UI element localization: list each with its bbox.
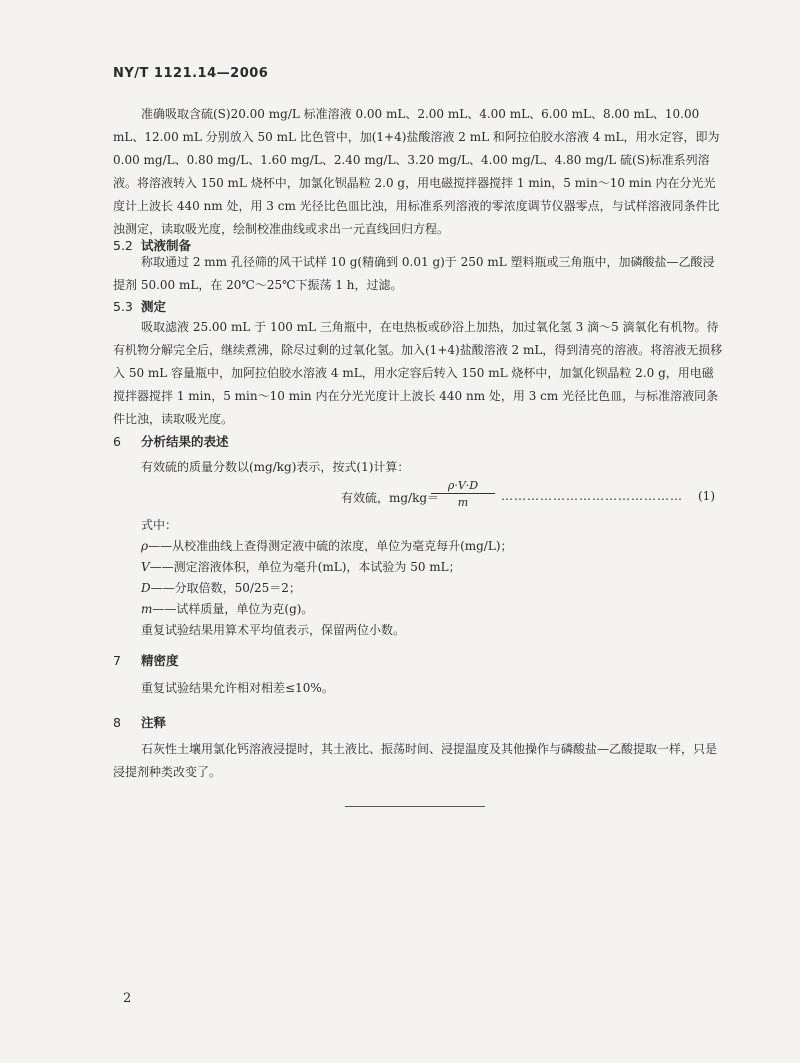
section-7-text: 重复试验结果允许相对相差≤10%。 <box>141 681 334 695</box>
section-5-3-heading <box>113 297 166 315</box>
section-8-body <box>113 738 725 784</box>
section-number: 5.2 <box>113 238 133 253</box>
section-5-2-body <box>113 251 725 297</box>
definition-v <box>141 557 513 578</box>
formula-leader-dots: …………………………………… <box>501 489 683 503</box>
definition-text: ——试样质量，单位为克(g)。 <box>152 602 314 616</box>
section-6-intro-text: 有效硫的质量分数以(mg/kg)表示，按式(1)计算： <box>141 460 410 474</box>
section-title: 注释 <box>141 715 167 730</box>
formula-fraction <box>431 479 495 509</box>
definition-m <box>141 599 513 620</box>
end-rule <box>345 806 485 807</box>
page-number: 2 <box>123 991 132 1006</box>
formula-denominator: m <box>457 496 469 509</box>
definition-rho <box>141 536 513 557</box>
formula-number: (1) <box>698 489 715 503</box>
section-8-text: 石灰性土壤用氯化钙溶液浸提时，其土液比、振荡时间、浸提温度及其他操作与磷酸盐—乙酸提取一样，只是浸提剂种类改变了。 <box>113 742 718 779</box>
definition-text: ——从校准曲线上查得测定液中硫的浓度，单位为毫克每升(mg/L)； <box>148 539 513 553</box>
calibration-paragraph-text: 准确吸取含硫(S)20.00 mg/L 标准溶液 0.00 mL、2.00 mL、4.00 mL、6.00 mL、8.00 mL、10.00 mL、12.00 mL 分别放入 50 mL 比色管中，加(1+4)盐酸溶液 2 mL 和阿拉伯胶水溶液 4 mL，用水定容，即为 0.00 mg/L、0.80 mg/L、1.60 mg/L、2.40 mg/L、3.20 mg/L、4.00 mg/L、4.80 mg/L 硫(S)标准系列溶液。将溶液转入 150 mL 烧杯中，加氯化钡晶粒 2.0 g，用电磁搅拌器搅拌 1 min，5 min～10 min 内在分光光度计上波长 440 nm 处，用 3 cm 光径比色皿比浊，用标准系列溶液的零浓度调节仪器零点，与试样溶液同条件比浊测定，读取吸光度，绘制校准曲线或求出一元直线回归方程。 <box>113 107 720 236</box>
section-number: 5.3 <box>113 299 133 314</box>
formula-lhs: 有效硫，mg/kg＝ <box>341 491 440 505</box>
section-6-intro <box>113 456 725 479</box>
definition-symbol: m <box>141 602 153 616</box>
section-6-heading <box>113 432 229 450</box>
formula-numerator: ρ·V·D <box>431 479 495 494</box>
section-7-body <box>113 677 725 700</box>
section-number: 7 <box>113 653 121 668</box>
section-title: 试液制备 <box>141 238 192 253</box>
definition-text: ——分取倍数，50/25＝2； <box>150 581 301 595</box>
section-number: 6 <box>113 434 121 449</box>
section-number: 8 <box>113 715 121 730</box>
calibration-paragraph <box>113 103 725 241</box>
section-title: 精密度 <box>141 653 179 668</box>
section-8-heading <box>113 713 166 731</box>
definition-text: ——测定溶液体积，单位为毫升(mL)，本试验为 50 mL； <box>149 560 461 574</box>
standard-code-header: NY/T 1121.14—2006 <box>113 66 269 81</box>
definition-d <box>141 578 513 599</box>
where-label: 式中： <box>141 518 178 532</box>
section-title: 分析结果的表述 <box>141 434 229 449</box>
rounding-note: 重复试验结果用算术平均值表示，保留两位小数。 <box>141 623 406 637</box>
definition-symbol: V <box>141 560 150 574</box>
symbol-definitions <box>141 515 513 641</box>
section-7-heading <box>113 651 179 669</box>
section-5-2-text: 称取通过 2 mm 孔径筛的风干试样 10 g(精确到 0.01 g)于 250 mL 塑料瓶或三角瓶中，加磷酸盐—乙酸浸提剂 50.00 mL，在 20℃～25℃下振荡 1 h，过滤。 <box>113 255 715 292</box>
section-5-3-text: 吸取滤液 25.00 mL 于 100 mL 三角瓶中，在电热板或砂浴上加热，加过氧化氢 3 滴～5 滴氧化有机物。待有机物分解完全后，继续煮沸，除尽过剩的过氧化氢。加入(1+4)盐酸溶液 2 mL，得到清亮的溶液。将溶液无损移入 50 mL 容量瓶中，加阿拉伯胶水溶液 4 mL，用水定容后转入 150 mL 烧杯中，加氯化钡晶粒 2.0 g，用电磁搅拌器搅拌 1 min，5 min～10 min 内在分光光度计上波长 440 nm 处，用 3 cm 光径比色皿，与标准溶液同条件比浊，读取吸光度。 <box>113 320 723 426</box>
definition-symbol: ρ <box>141 539 149 553</box>
definition-symbol: D <box>141 581 151 595</box>
section-5-3-body <box>113 316 725 431</box>
section-title: 测定 <box>141 299 167 314</box>
